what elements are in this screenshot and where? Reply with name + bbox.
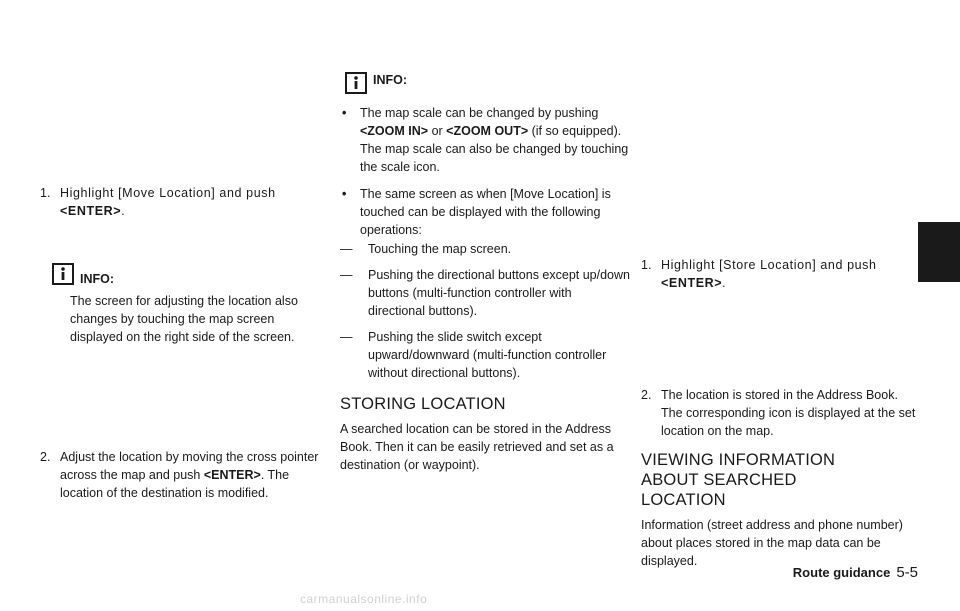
left-step-2 [40,448,324,502]
info-heading-text: INFO: [80,272,115,286]
bullet-item [340,185,630,239]
zoom-in-key-label: <ZOOM IN> [360,124,429,138]
bullet-dot: • [342,187,347,201]
step-text: Highlight [Move Location] and push [60,186,276,200]
info-heading [52,260,324,288]
info-heading-text: INFO: [373,73,408,87]
dash-text: Pushing the directional buttons except up/down buttons (multi-function controller with directional buttons). [368,268,630,318]
dash-mark: — [340,330,353,344]
middle-column [340,72,630,474]
enter-key-label: <ENTER> [60,204,122,218]
left-step-2-wrap [40,448,324,502]
dash-mark: — [340,242,353,256]
section-heading: VIEWING INFORMATION ABOUT SEARCHED LOCATION [641,451,836,509]
right-step-2 [641,386,917,440]
info-heading [340,72,630,94]
left-column [40,184,324,220]
dash-item [340,266,630,320]
info-body: The screen for adjusting the location also changes by touching the map screen displayed on the right side of the screen. [70,294,298,344]
page-footer [793,564,918,582]
footer-section-title: Route guidance [792,565,891,580]
step-number: 2. [641,388,652,402]
step-text: The location is stored in the Address Book. The corresponding icon is displayed at the set location on the map. [661,388,916,438]
step-number: 2. [40,450,51,464]
section-body: A searched location can be stored in the Address Book. Then it can be easily retrieved and set as a destination (or waypoint). [340,422,614,472]
bullet-item [340,104,630,176]
step-number: 1. [641,258,652,272]
info-icon [345,72,367,94]
page-number: 5-5 [896,564,918,581]
dash-mark: — [340,268,353,282]
dash-text: Pushing the slide switch except upward/downward (multi-function controller without directional buttons). [368,330,607,380]
right-step-1 [641,256,917,292]
info-icon [52,263,74,285]
step-number: 1. [40,186,51,200]
zoom-out-key-label: <ZOOM OUT> [446,124,529,138]
bullet-text-end: (if so equipped). The map scale can also be changed by touching the scale icon. [360,124,629,174]
right-step-1-wrap [641,256,917,292]
bullet-text: The map scale can be changed by pushing [360,106,599,120]
bullet-dot: • [342,106,347,120]
section-body: Information (street address and phone number) about places stored in the map data can be displayed. [641,518,903,568]
step-text-end: . [722,276,727,290]
dash-text: Touching the map screen. [368,242,512,256]
step-text: Adjust the location by moving the cross pointer across the map and push [60,450,319,482]
enter-key-label: <ENTER> [661,276,723,290]
bullet-or: or [431,124,443,138]
bullet-text: The same screen as when [Move Location] is touched can be displayed with the following operations: [360,187,611,237]
right-column [641,386,917,570]
step-text-end: . [121,204,126,218]
section-heading: STORING LOCATION [340,395,506,413]
step-text-end: . The location of the destination is modified. [60,468,290,500]
step-text: Highlight [Store Location] and push [661,258,877,272]
left-info [52,260,324,346]
dash-item [340,240,630,258]
chapter-tab [918,222,960,282]
watermark: carmanualsonline.info [300,592,428,606]
enter-key-label: <ENTER> [203,468,261,482]
dash-item [340,328,630,382]
left-step-1 [40,184,324,220]
